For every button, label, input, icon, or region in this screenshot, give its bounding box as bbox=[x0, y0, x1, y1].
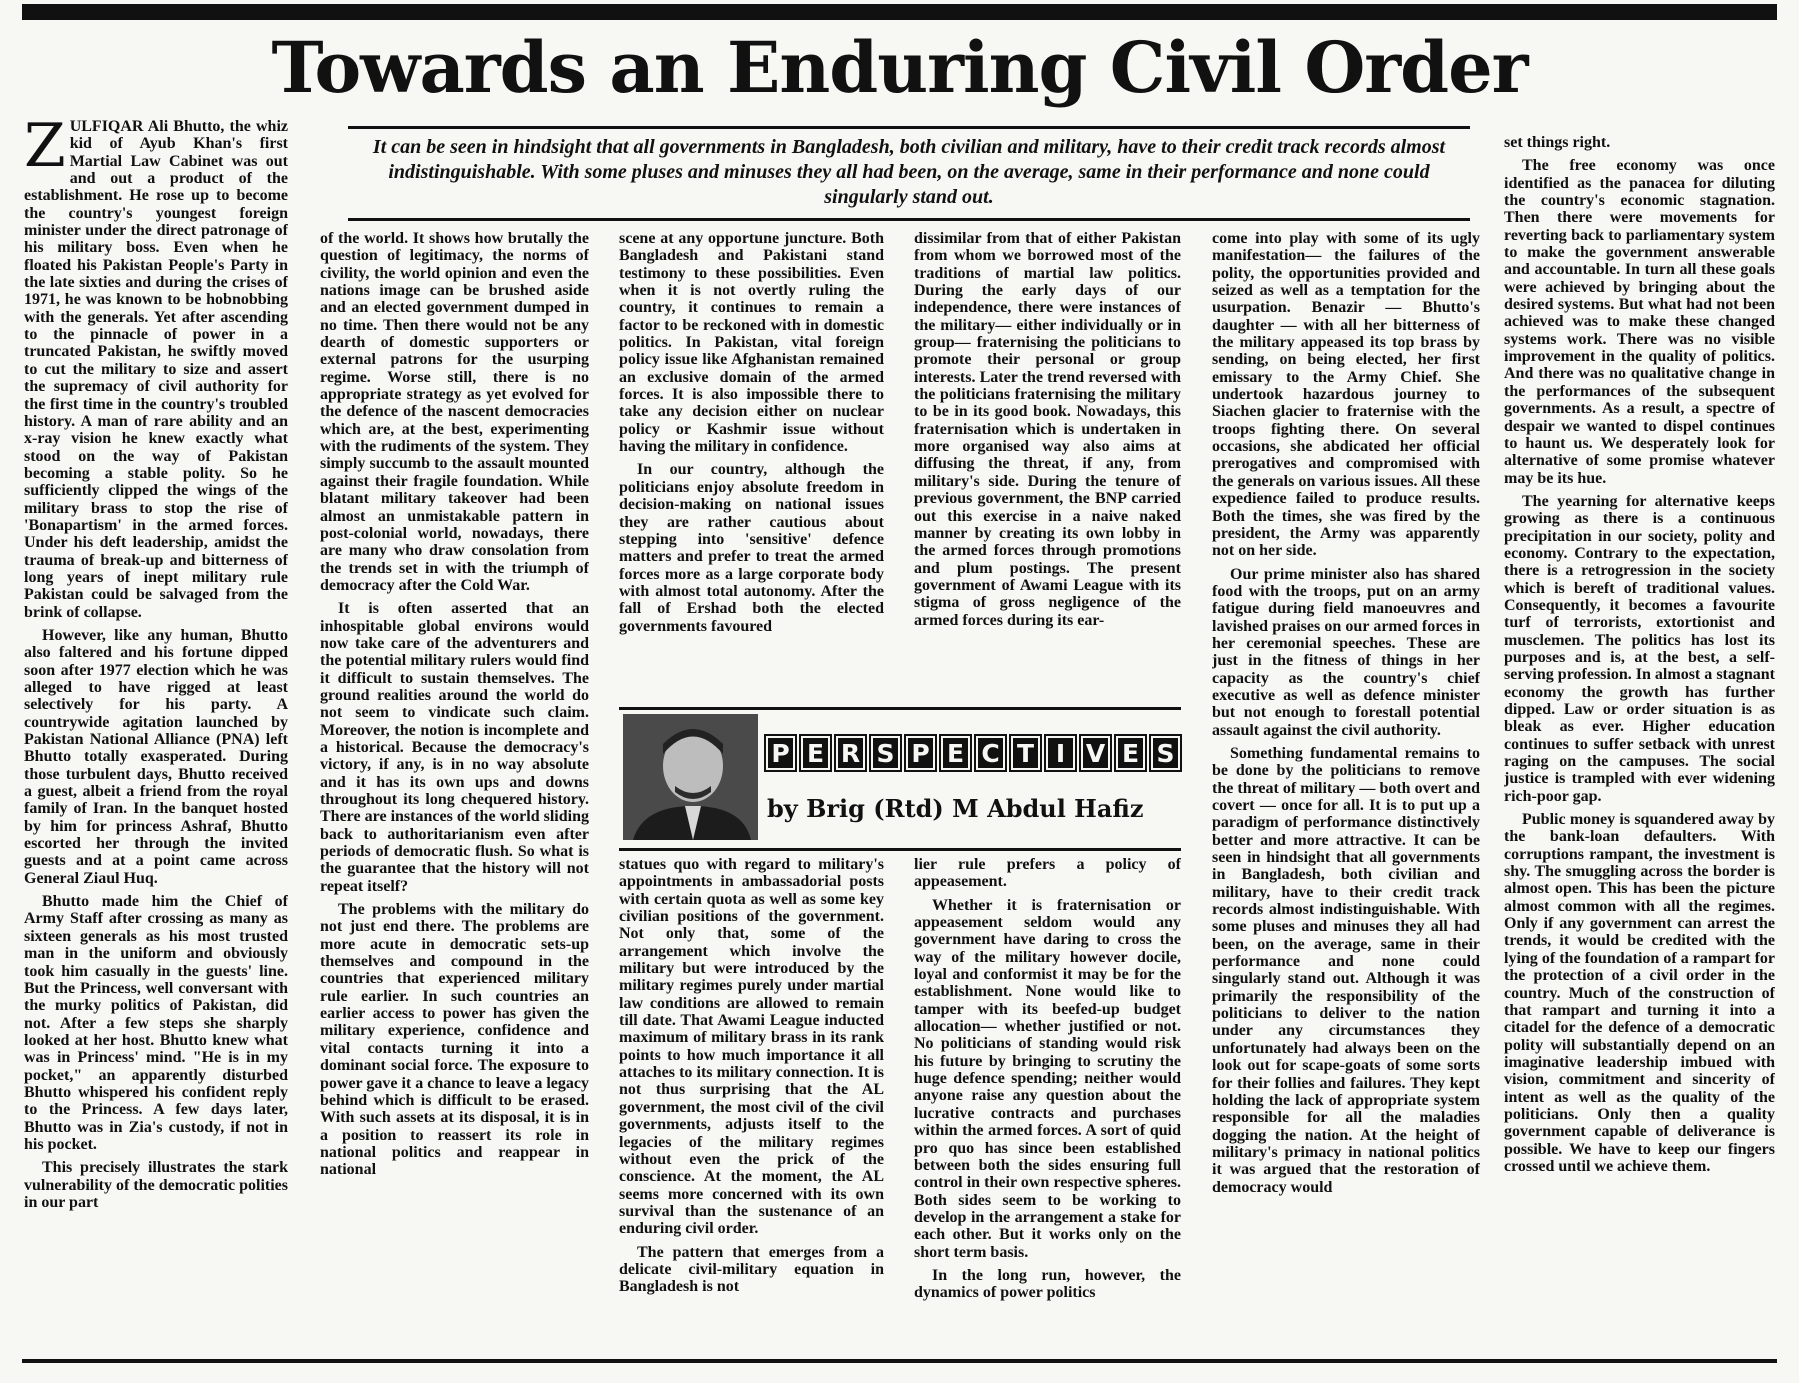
article-paragraph: of the world. It shows how brutally the question of legitimacy, the norms of civility, the world opinion and even the nations image can be brushed aside and an elected government dumped in no time. Then there would not be any dearth of domestic supporters or external patrons for the usurping regime. Worse still, there is no appropriate strategy as yet evolved for the defence of the nascent democracies which are, at the best, experimenting with the rudiments of the system. They simply succumb to the assault mounted against their fragile foundation. While blatant military takeover had been almost an unmistakable pattern in post-colonial world, nowadays, there are many who draw consolation from the trends set in with the triumph of democracy after the Cold War. bbox=[320, 230, 589, 594]
perspectives-letter: V bbox=[1079, 734, 1112, 772]
article-column-3-top bbox=[619, 230, 884, 702]
article-paragraph: come into play with some of its ugly manifestation— the failures of the polity, the opportunities provided and seized as well as a temptation for the usurpation. Benazir — Bhutto's daughter — with all her bitterness of the military appeased its top brass by sending, on being elected, her first emissary to the Army Chief. She undertook hazardous journey to Siachen glacier to fraternise with the troops fighting there. On several occasions, she abdicated her official prerogatives and compromised with the generals on various issues. All these expedience failed to produce results. Both the times, she was fired by the president, the Army was apparently not on her side. bbox=[1212, 230, 1480, 560]
article-column-5 bbox=[1212, 230, 1480, 1354]
article-paragraph: The yearning for alternative keeps growing as there is a continuous precipitation in our society, polity and economy. Contrary to the expectation, there is a retrogression in the society which is bereft of traditional values. Consequently, it becomes a favourite turf of terrorists, extortionist and musclemen. The politics has lost its purposes and is, at the best, a self-serving profession. In almost a stagnant economy the growth has further dipped. Law or order situation is as bleak as ever. Higher education continues to suffer setback with unrest raging on the campuses. The social justice is trampled with ever widening rich-poor gap. bbox=[1504, 492, 1775, 805]
article-paragraph: Public money is squandered away by the bank-loan defaulters. With corruptions rampant, the investment is shy. The smuggling across the border is almost open. This has been the picture almost common with all the regimes. Only if any government can arrest the trends, it would be credited with the lying of the foundation of a rampart for the protection of a civil order in the country. Much of the construction of that rampart and turning it into a citadel for the defence of a democratic polity will substantially depend on an imaginative leadership imbued with vision, commitment and sincerity of intent as well as the quality of the politicians. Only then a quality government capable of deliverance is possible. We have to keep our fingers crossed until we achieve them. bbox=[1504, 811, 1775, 1175]
perspectives-letter: E bbox=[799, 734, 832, 772]
article-paragraph: Whether it is fraternisation or appeasement seldom would any government have daring to cross the way of the military however docile, loyal and conformist it may be for the establishment. None would like to tamper with its beefed-up budget allocation— whether justified or not. No politicians of standing would risk his future by bringing to scrutiny the huge defence spending; neither would anyone raise any question about the lucrative contracts and purchases within the armed forces. A sort of quid pro quo has since been established between both the sides ensuring full control in their own respective spheres. Both sides seem to be working to develop in the arrangement a stake for each other. But it works only on the short term basis. bbox=[914, 896, 1181, 1261]
article-paragraph: Our prime minister also has shared food with the troops, put on an army fatigue during field manoeuvres and lavished praises on our armed forces in her ceremonial speeches. These are just in the fitness of things in her capacity as the country's chief executive as well as defence minister but not enough to forestall potential assault against the civil authority. bbox=[1212, 565, 1480, 739]
deck-rule-bottom bbox=[348, 218, 1470, 221]
author-photo bbox=[623, 714, 758, 840]
perspectives-letter: I bbox=[1044, 734, 1077, 772]
perspectives-letter: E bbox=[939, 734, 972, 772]
article-paragraph: set things right. bbox=[1504, 134, 1611, 151]
perspectives-letter: C bbox=[974, 734, 1007, 772]
article-paragraph: Something fundamental remains to be done by the politicians to remove the threat of military — both overt and covert — once for all. It is to put up a paradigm of performance distinctively better and more attractive. It can be seen in hindsight that all governments in Bangladesh, both civilian and military, have to their credit track records almost indistinguishable. With some pluses and minuses they all had been, on the average, same in their performance and none could singularly stand out. Although it was primarily the responsibility of the politicians to deliver to the nation under any circumstances they unfortunately had always been on the look out for scape-goats of some sorts for their follies and failures. They kept holding the lack of appropriate system responsible for all the maladies dogging the nation. At the height of military's primacy in national politics it was argued that the restoration of democracy would bbox=[1212, 744, 1480, 1196]
article-column-3-bottom bbox=[619, 856, 884, 1354]
article-column-4-top bbox=[914, 230, 1181, 702]
article-column-4-bottom bbox=[914, 856, 1181, 1354]
perspectives-letter: R bbox=[834, 734, 867, 772]
article-paragraph: dissimilar from that of either Pakistan from whom we borrowed most of the traditions of martial law politics. During the early days of our independence, there were instances of the military— either individually or in group— fraternising the politicians to promote their personal or group interests. Later the trend reversed with the politicians fraternising the military to be in its good book. Nowadays, this fraternisation which is undertaken in more organised way also aims at diffusing the threat, if any, from military's side. During the tenure of previous government, the BNP carried out this exercise in a naive naked manner by creating its own lobby in the armed forces through promotions and plum postings. The present government of Awami League with its stigma of gross negligence of the armed forces during its ear- bbox=[914, 230, 1181, 629]
article-paragraph: In our country, although the politicians enjoy absolute freedom in decision-making on national issues they are rather cautious about stepping into 'sensitive' defence matters and prefer to treat the armed forces more as a large corporate body with almost total autonomy. After the fall of Ershad both the elected governments favoured bbox=[619, 461, 884, 635]
deck-rule-top bbox=[348, 126, 1470, 129]
byline: by Brig (Rtd) M Abdul Hafiz bbox=[767, 794, 1144, 823]
article-paragraph: The problems with the military do not just end there. The problems are more acute in democratic sets-up themselves and compound in the countries that experienced military rule earlier. In such countries an earlier access to power has given the military experience, confidence and vital contacts turning it into a dominant social force. The exposure to power gave it a chance to leave a legacy behind which is difficult to be erased. With such assets at its disposal, it is in a position to reassert its role in national politics and reappear in national bbox=[320, 901, 589, 1179]
perspectives-letter: P bbox=[764, 734, 797, 772]
paragraph-text: ULFIQAR Ali Bhutto, the whiz kid of Ayub Khan's first Martial Law Cabinet was out and out a product of the establishment. He rose up to become the country's youngest foreign minister under the direct patronage of his military boss. Even when he floated his Pakistan People's Party in the late sixties and during the crises of 1971, he was known to be hobnobbing with the generals. Yet after ascending to the pinnacle of power in a truncated Pakistan, he swiftly moved to cut the military to size and assert the supremacy of civil authority for the first time in the country's troubled history. A man of rare ability and an x-ray vision he knew exactly what stood on the way of Pakistan becoming a stable polity. So he sufficiently clipped the wings of the military brass to stop the rise of 'Bonapartism' in the armed forces. Under his deft leadership, amidst the trauma of break-up and bitterness of long years of inept military rule Pakistan could be salvaged from the brink of collapse. bbox=[24, 118, 288, 621]
article-paragraph: The pattern that emerges from a delicate civil-military equation in Bangladesh is not bbox=[619, 1243, 884, 1296]
article-paragraph: Bhutto made him the Chief of Army Staff after crossing as many as sixteen generals as his most trusted man in the uniform and obviously took him casually in the guests' line. But the Princess, well conversant with the murky politics of Pakistan, did not. After a few steps she sharply looked at her host. Bhutto knew what was in Princess' mind. "He is in my pocket," an apparently disturbed Bhutto whispered his confident reply to the Princess. A few days later, Bhutto was in Zia's custody, if not in his pocket. bbox=[24, 893, 288, 1153]
perspectives-letter: T bbox=[1009, 734, 1042, 772]
article-paragraph: statues quo with regard to military's appointments in ambassadorial posts with certain quota as well as some key civilian positions of the government. Not only that, some of the arrangement which involve the military but were introduced by the military regimes purely under martial law conditions are allowed to remain till date. That Awami League inducted maximum of military brass in its rank points to how much importance it all attaches to its military connection. It is not thus surprising that the AL government, the most civil of the civil governments, adjusts itself to the legacies of the military regimes without even the prick of the conscience. At the moment, the AL seems more concerned with its own survival than the sustenance of an enduring civil order. bbox=[619, 856, 884, 1238]
bottom-rule bbox=[22, 1359, 1777, 1363]
perspectives-letter: S bbox=[1149, 734, 1182, 772]
perspectives-letter: P bbox=[904, 734, 937, 772]
article-column-1 bbox=[24, 118, 288, 1354]
deck-summary: It can be seen in hindsight that all governments in Bangladesh, both civilian and military, have to their credit track records almost indistinguishable. With some pluses and minuses they all had been, on the average, same in their performance and none could singularly stand out. bbox=[372, 136, 1446, 208]
article-column-2 bbox=[320, 230, 589, 1354]
perspectives-letter: S bbox=[869, 734, 902, 772]
drop-cap: Z bbox=[24, 118, 66, 181]
article-paragraph: lier rule prefers a policy of appeasement. bbox=[914, 856, 1181, 891]
article-paragraph: In the long run, however, the dynamics of power politics bbox=[914, 1266, 1181, 1302]
article-paragraph bbox=[24, 118, 288, 621]
perspectives-box bbox=[619, 707, 1181, 851]
headline: Towards an Enduring Civil Order bbox=[271, 26, 1528, 109]
author-portrait-icon bbox=[623, 714, 758, 840]
article-paragraph: The free economy was once identified as the panacea for diluting the country's economic stagnation. Then there were movements for reverting back to parliamentary system to make the government answerable and accountable. In turn all these goals were achieved by bringing about the desired systems. But what had not been achieved was to make these changed systems work. There was no visible improvement in the quality of politics. And there was no qualitative change in the performances of the subsequent governments. As a result, a spectre of despair we wanted to dispel continues to haunt us. We desperately look for alternative of some promise whatever may be its hue. bbox=[1504, 157, 1775, 487]
top-rule bbox=[22, 4, 1777, 20]
perspectives-letter: E bbox=[1114, 734, 1147, 772]
article-paragraph: However, like any human, Bhutto also faltered and his fortune dipped soon after 1977 election which he was alleged to have rigged at least selectively for his party. A countrywide agitation launched by Pakistan National Alliance (PNA) left Bhutto totally exasperated. During those turbulent days, Bhutto received a guest, albeit a friend from the royal family of Iran. In the banquet hosted by him for princess Ashraf, Bhutto escorted her through the invited guests and at a point came across General Ziaul Huq. bbox=[24, 626, 288, 887]
article-paragraph: It is often asserted that an inhospitable global environs would now take care of the adventurers and the potential military rulers would find it difficult to sustain themselves. The ground realities around the world do not seem to vindicate such claim. Moreover, the notion is incomplete and a historical. Because the democracy's victory, if any, is in no way absolute and it has its own ups and downs throughout its long chequered history. There are instances of the world sliding back to authoritarianism even after periods of democratic flush. So what is the guarantee that the history will not repeat itself? bbox=[320, 600, 589, 895]
perspectives-label bbox=[764, 734, 1182, 772]
article-paragraph: scene at any opportune juncture. Both Bangladesh and Pakistani stand testimony to these possibilities. Even when it is not overtly ruling the country, it continues to remain a factor to be reckoned with in domestic politics. In Pakistan, vital foreign policy issue like Afghanistan remained an exclusive domain of the armed forces. It is also impossible there to take any decision either on nuclear policy or Kashmir issue without having the military in confidence. bbox=[619, 230, 884, 456]
article-paragraph: This precisely illustrates the stark vulnerability of the democratic polities in our part bbox=[24, 1159, 288, 1211]
article-column-6 bbox=[1504, 134, 1775, 1354]
